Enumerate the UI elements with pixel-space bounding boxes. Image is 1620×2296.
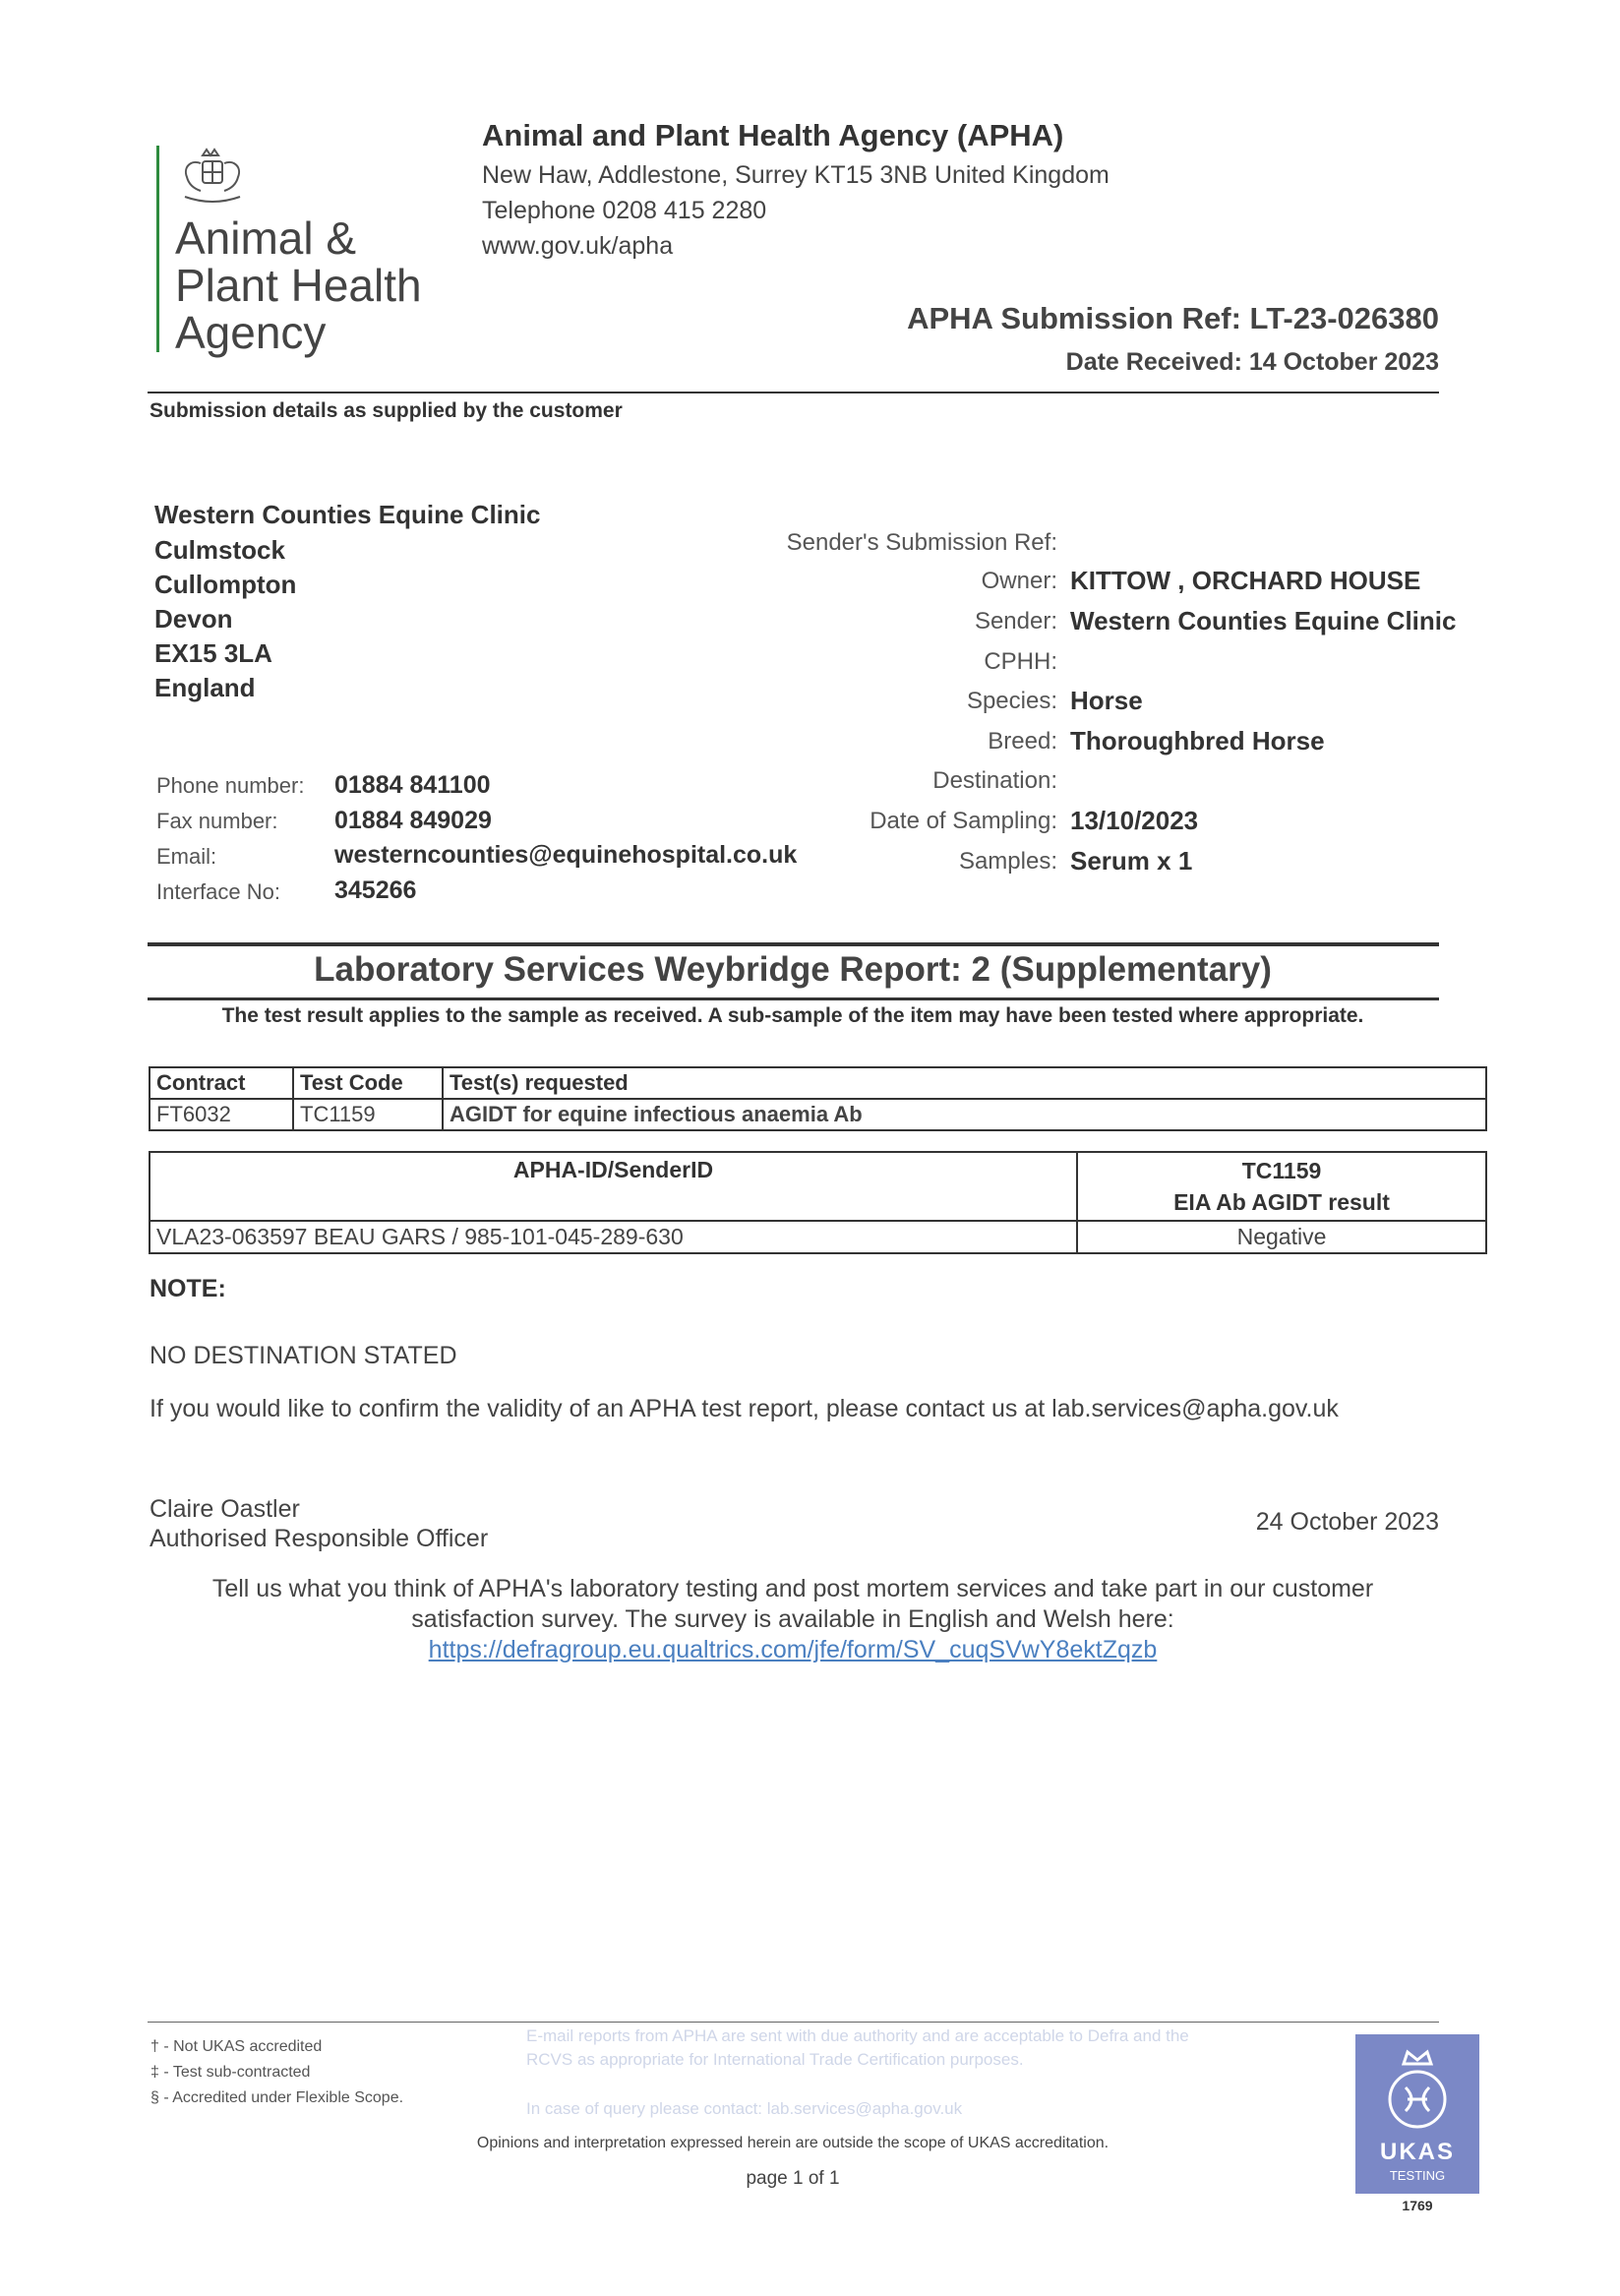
sample-id-cell: VLA23-063597 BEAU GARS / 985-101-045-289-630 xyxy=(150,1221,1077,1253)
table-header: Test(s) requested xyxy=(443,1067,1486,1099)
section-label: Submission details as supplied by the customer xyxy=(150,399,623,422)
page-number: page 1 of 1 xyxy=(746,2168,840,2189)
org-website[interactable]: www.gov.uk/apha xyxy=(482,232,674,260)
ukas-sub: TESTING xyxy=(1389,2168,1446,2183)
footer-key: § - Accredited under Flexible Scope. xyxy=(150,2089,404,2106)
contact-label: Phone number: xyxy=(156,773,305,798)
table-cell: FT6032 xyxy=(150,1099,293,1130)
detail-label: CPHH: xyxy=(984,648,1057,675)
detail-label: Date of Sampling: xyxy=(870,808,1057,834)
table-cell: AGIDT for equine infectious anaemia Ab xyxy=(443,1099,1486,1130)
note-heading: NOTE: xyxy=(150,1275,226,1302)
survey-link[interactable]: https://defragroup.eu.qualtrics.com/jfe/form/SV_cuqSVwY8ektZqzb xyxy=(428,1636,1158,1663)
royal-crest-icon xyxy=(173,148,252,207)
detail-label: Sender: xyxy=(974,608,1057,634)
detail-label: Destination: xyxy=(932,767,1057,794)
ukas-crown-icon xyxy=(1378,2042,1457,2137)
results-table xyxy=(149,1151,1487,1254)
result-test-code: TC1159 xyxy=(1241,1158,1322,1183)
tests-table xyxy=(149,1066,1487,1131)
report-divider-top xyxy=(148,942,1439,946)
detail-label: Breed: xyxy=(988,728,1057,755)
breed-value: Thoroughbred Horse xyxy=(1070,726,1325,755)
owner-value: KITTOW , ORCHARD HOUSE xyxy=(1070,566,1421,595)
species-value: Horse xyxy=(1070,686,1143,715)
table-header-row xyxy=(150,1067,1486,1099)
samples-value: Serum x 1 xyxy=(1070,846,1193,876)
table-row xyxy=(150,1221,1486,1253)
table-header: Contract xyxy=(150,1067,293,1099)
contact-label: Fax number: xyxy=(156,809,278,833)
detail-label: Sender's Submission Ref: xyxy=(786,529,1057,556)
logo-line: Animal & xyxy=(175,212,357,264)
sampling-date-value: 13/10/2023 xyxy=(1070,806,1199,835)
logo-line: Agency xyxy=(175,307,327,358)
address-line: EX15 3LA xyxy=(154,638,272,668)
report-date: 24 October 2023 xyxy=(1255,1508,1439,1536)
footer-key: ‡ - Test sub-contracted xyxy=(150,2064,311,2081)
table-header-row xyxy=(150,1152,1486,1221)
submission-ref: APHA Submission Ref: LT-23-026380 xyxy=(907,301,1439,335)
ukas-mark xyxy=(1355,2034,1479,2194)
validity-text: If you would like to confirm the validity of an APHA test report, please contact us at lab.services@apha.gov.uk xyxy=(150,1395,1339,1422)
contact-label: Interface No: xyxy=(156,879,280,904)
ukas-number: 1769 xyxy=(1402,2198,1433,2213)
detail-label: Species: xyxy=(966,688,1057,714)
report-divider-bottom xyxy=(148,997,1439,1000)
table-row xyxy=(150,1099,1486,1130)
address-line: Culmstock xyxy=(154,535,285,565)
footer-divider xyxy=(148,2022,1439,2023)
logo-accent-bar xyxy=(156,146,159,352)
survey-block xyxy=(148,1574,1438,1665)
table-cell: TC1159 xyxy=(293,1099,443,1130)
address-line: Western Counties Equine Clinic xyxy=(154,500,541,529)
footer-key: † - Not UKAS accredited xyxy=(150,2038,323,2055)
report-title: Laboratory Services Weybridge Report: 2 (Supplementary) xyxy=(314,950,1272,989)
phone-value: 01884 841100 xyxy=(334,771,491,799)
interface-value: 345266 xyxy=(334,876,417,904)
agency-logo-text xyxy=(175,214,422,356)
address-line: Devon xyxy=(154,604,233,634)
detail-label: Owner: xyxy=(981,568,1057,594)
header-divider xyxy=(148,392,1439,393)
note-text: NO DESTINATION STATED xyxy=(150,1342,457,1369)
org-address: New Haw, Addlestone, Surrey KT15 3NB United Kingdom xyxy=(482,161,1110,189)
org-telephone: Telephone 0208 415 2280 xyxy=(482,197,767,224)
applies-text: The test result applies to the sample as received. A sub-sample of the item may have been tested where appropriate. xyxy=(221,1004,1364,1027)
fax-value: 01884 849029 xyxy=(334,807,492,834)
address-line: Cullompton xyxy=(154,570,297,599)
survey-text: Tell us what you think of APHA's laboratory testing and post mortem services and take part in our customer satisfaction survey. The survey is available in English and Welsh here: xyxy=(211,1575,1374,1633)
result-cell: Negative xyxy=(1077,1221,1486,1253)
detail-label: Samples: xyxy=(958,848,1057,875)
table-header: Test Code xyxy=(293,1067,443,1099)
ukas-name: UKAS xyxy=(1379,2139,1455,2165)
address-line: England xyxy=(154,673,256,702)
footer-query: In case of query please contact: lab.services@apha.gov.uk xyxy=(526,2099,963,2118)
signatory-title: Authorised Responsible Officer xyxy=(150,1525,489,1552)
sender-value: Western Counties Equine Clinic xyxy=(1070,606,1457,635)
logo-line: Plant Health xyxy=(175,260,422,311)
table-header: APHA-ID/SenderID xyxy=(150,1152,1077,1221)
contact-label: Email: xyxy=(156,844,217,869)
signatory-name: Claire Oastler xyxy=(150,1495,300,1523)
footer-opinions: Opinions and interpretation expressed herein are outside the scope of UKAS accreditation. xyxy=(476,2135,1110,2151)
date-received: Date Received: 14 October 2023 xyxy=(1065,348,1439,376)
result-test-name: EIA Ab AGIDT result xyxy=(1173,1189,1390,1215)
org-name: Animal and Plant Health Agency (APHA) xyxy=(482,118,1064,152)
email-value[interactable]: westerncounties@equinehospital.co.uk xyxy=(334,841,798,869)
table-header xyxy=(1077,1152,1486,1221)
footer-disclaimer: E-mail reports from APHA are sent with due authority and are acceptable to Defra and the RCVS as appropriate for International Trade Certification purposes. xyxy=(526,2026,1189,2069)
